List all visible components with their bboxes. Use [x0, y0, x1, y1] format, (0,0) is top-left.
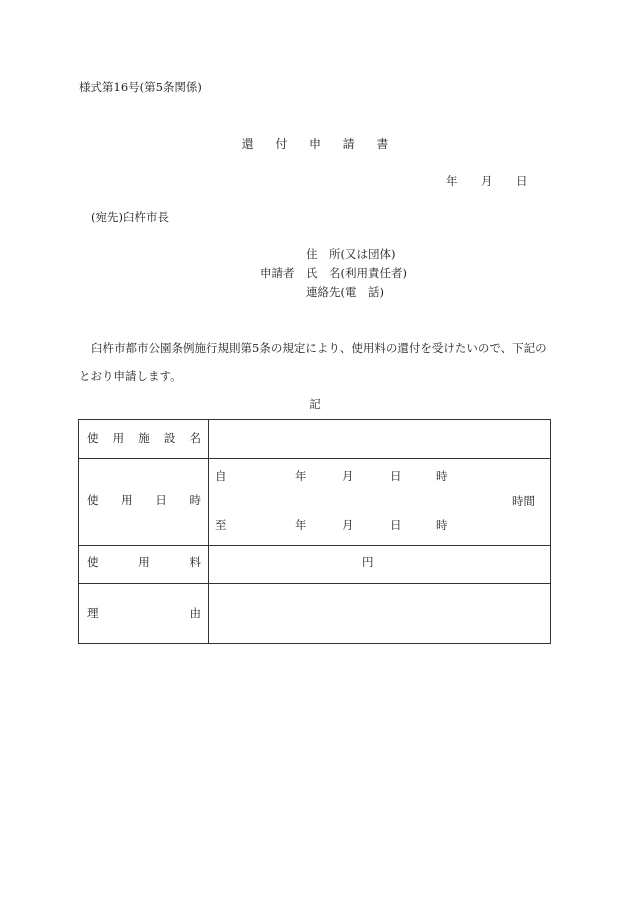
usage-datetime-label: 使 用 日 時	[87, 493, 201, 507]
from-hour[interactable]: 時	[436, 469, 448, 483]
table-divider	[79, 545, 550, 546]
reason-field[interactable]	[210, 585, 550, 643]
table-divider	[208, 420, 209, 643]
title-char: 請	[342, 137, 355, 151]
date-year: 年	[446, 174, 458, 188]
fee-label: 使 用 料	[87, 555, 201, 569]
facility-name-label: 使 用 施 設 名	[87, 431, 201, 445]
date-month: 月	[481, 174, 493, 188]
table-divider	[79, 583, 550, 584]
from-year[interactable]: 年	[295, 469, 307, 483]
from-label: 自	[215, 469, 227, 483]
addressee: (宛先)臼杵市長	[91, 210, 169, 224]
reason-label: 理 由	[87, 606, 201, 620]
hours-total[interactable]: 時間	[512, 494, 535, 508]
document-title	[0, 138, 630, 150]
from-month[interactable]: 月	[342, 469, 354, 483]
applicant-contact: 連絡先(電 話)	[306, 285, 384, 299]
facility-name-field[interactable]	[210, 459, 550, 543]
to-year[interactable]: 年	[295, 518, 307, 532]
to-day[interactable]: 日	[390, 518, 402, 532]
ki-heading: 記	[309, 397, 321, 411]
date-day: 日	[516, 174, 528, 188]
applicant-address: 住 所(又は団体)	[306, 247, 396, 261]
from-day[interactable]: 日	[390, 469, 402, 483]
to-hour[interactable]: 時	[436, 518, 448, 532]
title-char: 書	[376, 137, 389, 151]
form-number: 様式第16号(第5条関係)	[79, 80, 202, 94]
body-text: 臼杵市都市公園条例施行規則第5条の規定により、使用料の還付を受けたいので、下記のとおり申請します。	[79, 341, 547, 383]
to-label: 至	[215, 518, 227, 532]
application-table	[78, 419, 551, 644]
fee-yen[interactable]: 円	[362, 555, 374, 569]
applicant-name: 氏 名(利用責任者)	[306, 266, 407, 280]
applicant-label: 申請者	[260, 266, 295, 280]
title-char: 申	[308, 137, 321, 151]
title-char: 付	[275, 137, 288, 151]
to-month[interactable]: 月	[342, 518, 354, 532]
title-char: 還	[241, 137, 254, 151]
